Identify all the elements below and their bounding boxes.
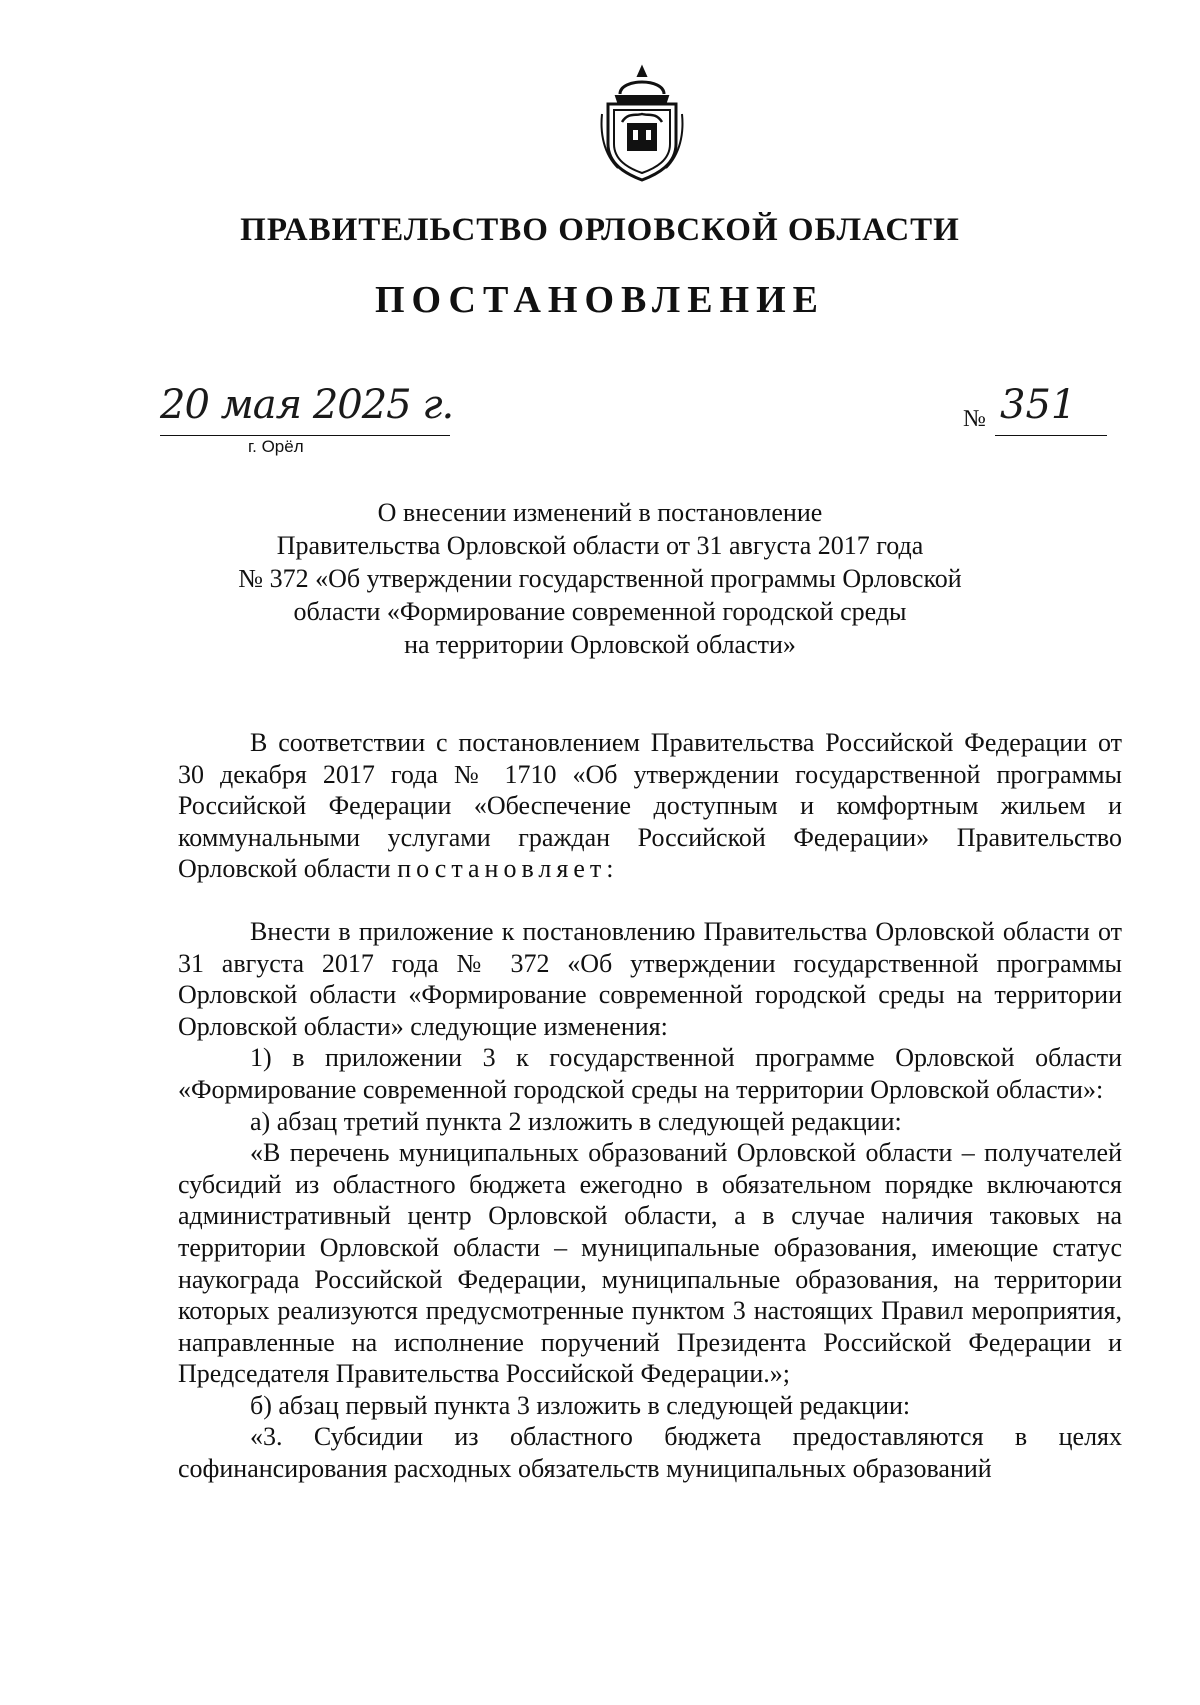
number-underline bbox=[995, 435, 1107, 436]
organization-title: ПРАВИТЕЛЬСТВО ОРЛОВСКОЙ ОБЛАСТИ bbox=[240, 212, 960, 248]
document-body bbox=[178, 727, 1122, 1485]
subject-line: области «Формирование современной городской среды bbox=[293, 597, 907, 626]
subject-line: на территории Орловской области» bbox=[404, 630, 796, 659]
body-paragraph: Внести в приложение к постановлению Правительства Орловской области от 31 августа 2017 года № 372 «Об утверждении государственной программы Орловской области «Формирование современной городской среды на территории Орловской области» следующие изменения: bbox=[178, 916, 1122, 1041]
body-paragraph: а) абзац третий пункта 2 изложить в следующей редакции: bbox=[250, 1106, 902, 1136]
handwritten-number: 351 bbox=[1000, 382, 1077, 428]
preamble-paragraph bbox=[178, 727, 1122, 885]
subject-line: Правительства Орловской области от 31 августа 2017 года bbox=[276, 531, 924, 560]
handwritten-date: 20 мая 2025 г. bbox=[160, 382, 454, 428]
body-paragraph: «В перечень муниципальных образований Орловской области – получателей субсидий из областного бюджета ежегодно в обязательном порядке включаются административный центр Орловской области, а в случае наличия таковых на территории Орловской области – муниципальные образования, имеющие статус наукограда Российской Федерации, муниципальные образования, на территории которых реализуются предусмотренные пунктом 3 настоящих Правил мероприятия, направленные на исполнение поручений Президента Российской Федерации и Председателя Правительства Российской Федерации.»; bbox=[178, 1138, 1122, 1389]
preamble-verb: постановляет: bbox=[397, 854, 619, 884]
body-paragraph: б) абзац первый пункта 3 изложить в следующей редакции: bbox=[250, 1390, 911, 1420]
subject-line: О внесении изменений в постановление bbox=[377, 498, 823, 527]
body-paragraph: 1) в приложении 3 к государственной программе Орловской области «Формирование современной городской среды на территории Орловской области»: bbox=[178, 1043, 1122, 1104]
city-label: г. Орёл bbox=[248, 437, 304, 456]
preamble-text: В соответствии с постановлением Правительства Российской Федерации от 30 декабря 2017 года № 1710 «Об утверждении государственной программы Российской Федерации «Обеспечение доступным и комфортным жильем и коммунальными услугами граждан Российской Федерации» Правительство Орловской области bbox=[178, 728, 1122, 884]
document-type-title: ПОСТАНОВЛЕНИЕ bbox=[374, 279, 826, 321]
date-underline bbox=[160, 435, 450, 436]
subject-line: № 372 «Об утверждении государственной программы Орловской bbox=[238, 564, 962, 593]
coat-of-arms-emblem bbox=[598, 64, 686, 182]
body-paragraph: «3. Субсидии из областного бюджета предоставляются в целях софинансирования расходных обязательств муниципальных образований bbox=[178, 1422, 1122, 1484]
number-label: № bbox=[963, 406, 986, 432]
document-subject bbox=[180, 496, 1020, 661]
